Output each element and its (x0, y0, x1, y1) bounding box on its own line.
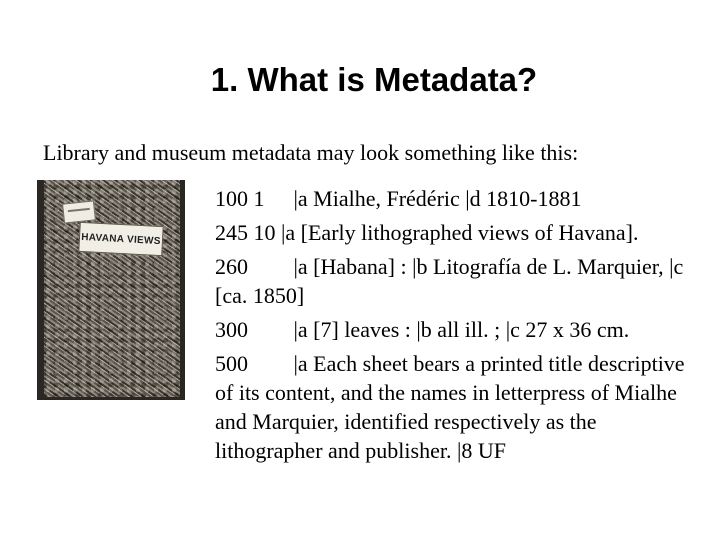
marc-tag: 100 1 (215, 186, 265, 211)
marc-field-500 (215, 349, 705, 465)
marc-content: |a [Early lithographed views of Havana]. (281, 220, 639, 245)
marc-field-260 (215, 252, 705, 310)
marc-content: |a Each sheet bears a printed title descriptive of its content, and the names in letterpress of Mialhe and Marquier, identified respectively as the lithographer and publisher. |8 UF (215, 351, 685, 463)
marc-record (215, 184, 705, 470)
marc-content: |a [Habana] : |b Litografía de L. Marquier, |c [ca. 1850] (215, 254, 684, 308)
intro-text: Library and museum metadata may look something like this: (43, 140, 579, 165)
marc-field-100 (215, 184, 705, 213)
small-paper-label (62, 200, 96, 223)
book-cover-label: HAVANA VIEWS (78, 222, 163, 256)
book-spine (37, 180, 44, 400)
marc-content: |a Mialhe, Frédéric |d 1810-1881 (293, 186, 582, 211)
slide-title: 1. What is Metadata? (210, 61, 538, 98)
marc-content: |a [7] leaves : |b all ill. ; |c 27 x 36 cm. (293, 317, 630, 342)
marc-tag: 300 (215, 317, 248, 342)
marc-field-300 (215, 315, 705, 344)
marc-field-245 (215, 218, 705, 247)
marc-tag: 260 (215, 254, 248, 279)
marc-tag: 245 10 (215, 220, 276, 245)
marc-tag: 500 (215, 351, 248, 376)
book-cover-image (37, 180, 185, 400)
